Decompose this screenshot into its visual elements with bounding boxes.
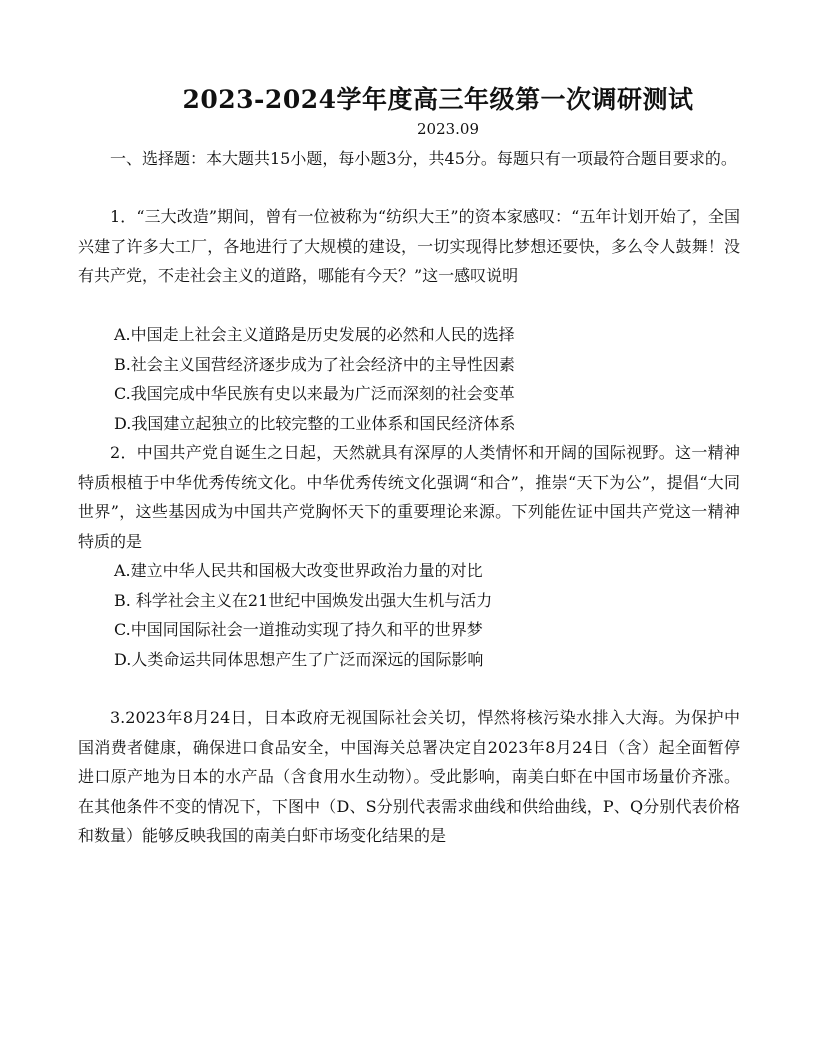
question-1-option-b: B.社会主义国营经济逐步成为了社会经济中的主导性因素 bbox=[114, 355, 515, 374]
question-1-stem: 1．“三大改造”期间，曾有一位被称为“纺织大王”的资本家感叹：“五年计划开始了，全国兴建了许多大工厂，各地进行了大规模的建设，一切实现得比梦想还要快，多么令人鼓舞！没有共产党，不走社会主义的道路，哪能有今天？”这一感叹说明 bbox=[78, 207, 740, 285]
exam-title: 2023-2024学年度高三年级第一次调研测试 bbox=[182, 85, 694, 114]
section-instruction: 一、选择题：本大题共15小题，每小题3分，共45分。每题只有一项最符合题目要求的。 bbox=[110, 149, 737, 168]
question-2-option-b: B. 科学社会主义在21世纪中国焕发出强大生机与活力 bbox=[114, 591, 493, 610]
question-2-option-c: C.中国同国际社会一道推动实现了持久和平的世界梦 bbox=[114, 620, 483, 639]
question-1-option-c: C.我国完成中华民族有史以来最为广泛而深刻的社会变革 bbox=[114, 384, 515, 403]
exam-date: 2023.09 bbox=[416, 120, 480, 138]
question-2-option-a: A.建立中华人民共和国极大改变世界政治力量的对比 bbox=[114, 561, 483, 580]
question-3-stem: 3.2023年8月24日，日本政府无视国际社会关切，悍然将核污染水排入大海。为保护中国消费者健康，确保进口食品安全，中国海关总署决定自2023年8月24日（含）起全面暂停进口原产地为日本的水产品（含食用水生动物）。受此影响，南美白虾在中国市场量价齐涨。在其他条件不变的情况下，下图中（D、S分别代表需求曲线和供给曲线，P、Q分别代表价格和数量）能够反映我国的南美白虾市场变化结果的是 bbox=[78, 708, 740, 845]
question-1-option-d: D.我国建立起独立的比较完整的工业体系和国民经济体系 bbox=[114, 414, 516, 433]
question-2-option-d: D.人类命运共同体思想产生了广泛而深远的国际影响 bbox=[114, 650, 484, 669]
question-1-option-a: A.中国走上社会主义道路是历史发展的必然和人民的选择 bbox=[114, 325, 515, 344]
question-2-stem: 2．中国共产党自诞生之日起，天然就具有深厚的人类情怀和开阔的国际视野。这一精神特质根植于中华优秀传统文化。中华优秀传统文化强调“和合”，推崇“天下为公”，提倡“大同世界”，这些基因成为中国共产党胸怀天下的重要理论来源。下列能佐证中国共产党这一精神特质的是 bbox=[78, 443, 740, 551]
